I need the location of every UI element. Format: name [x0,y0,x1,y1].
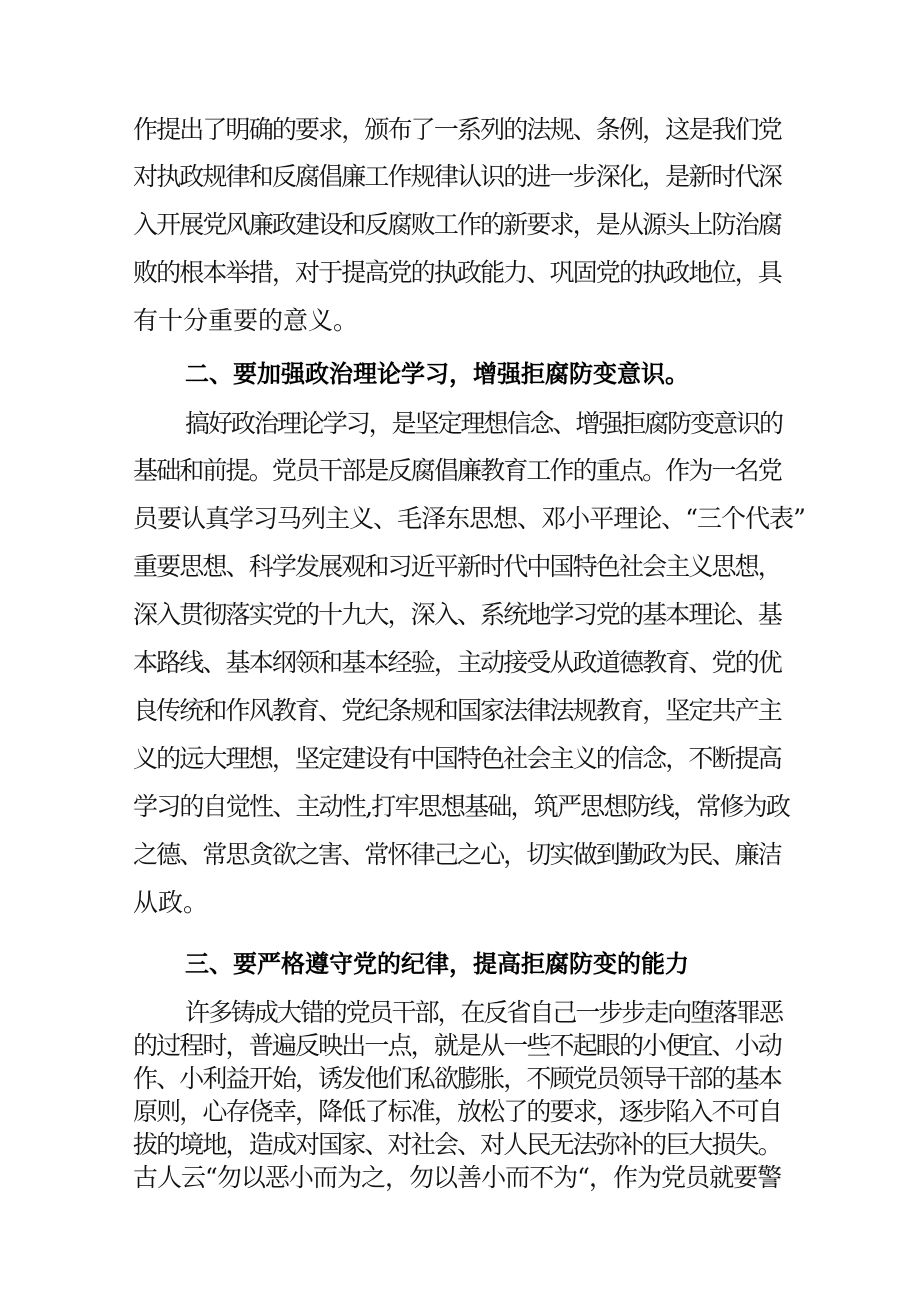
section-2-line: 本路线、基本纲领和基本经验，主动接受从政道德教育、党的优 [133,648,781,677]
section-2-heading: 二、要加强政治理论学习，增强拒腐防变意识。 [185,360,689,388]
section-3-line: 拔的境地，造成对国家、对社会、对人民无法弥补的巨大损失。 [133,1130,781,1159]
section-2-line: 搞好政治理论学习，是坚定理想信念、增强拒腐防变意识的 [185,409,782,438]
section-2-line: 义的远大理想，坚定建设有中国特色社会主义的信念，不断提高 [133,744,781,773]
section-3-line: 原则，心存侥幸，降低了标准，放松了的要求，逐步陷入不可自 [133,1097,781,1126]
section-2-line: 员要认真学习马列主义、毛泽东思想、邓小平理论、“三个代表” [133,504,805,533]
intro-line: 作提出了明确的要求，颁布了一系列的法规、条例，这是我们党 [133,115,781,144]
section-2-line: 深入贯彻落实党的十九大，深入、系统地学习党的基本理论、基 [133,600,781,629]
intro-line: 入开展党风廉政建设和反腐败工作的新要求，是从源头上防治腐 [133,210,781,239]
section-2-line: 从政。 [133,888,209,917]
section-3-line: 的过程时，普遍反映出一点，就是从一些不起眼的小便宜、小动 [133,1031,781,1060]
section-2-line: 重要思想、科学发展观和习近平新时代中国特色社会主义思想， [133,552,781,581]
intro-line: 有十分重要的意义。 [133,306,359,335]
section-2-line: 学习的自觉性、主动性,打牢思想基础，筑严思想防线，常修为政 [133,792,790,821]
section-2-line: 之德、常思贪欲之害、常怀律己之心，切实做到勤政为民、廉洁 [133,840,781,869]
section-2-line: 良传统和作风教育、党纪条规和国家法律法规教育，坚定共产主 [133,696,781,725]
section-3-line: 作、小利益开始，诱发他们私欲膨胀，不顾党员领导干部的基本 [133,1064,781,1093]
section-2-line: 基础和前提。党员干部是反腐倡廉教育工作的重点。作为一名党 [133,456,781,485]
intro-line: 对执政规律和反腐倡廉工作规律认识的进一步深化，是新时代深 [133,162,781,191]
intro-line: 败的根本举措，对于提高党的执政能力、巩固党的执政地位，具 [133,258,781,287]
section-3-heading: 三、要严格遵守党的纪律，提高拒腐防变的能力 [185,950,689,978]
section-3-line: 古人云“勿以恶小而为之，勿以善小而不为“，作为党员就要警 [133,1163,782,1192]
section-3-line: 许多铸成大错的党员干部，在反省自己一步步走向堕落罪恶 [185,998,782,1027]
